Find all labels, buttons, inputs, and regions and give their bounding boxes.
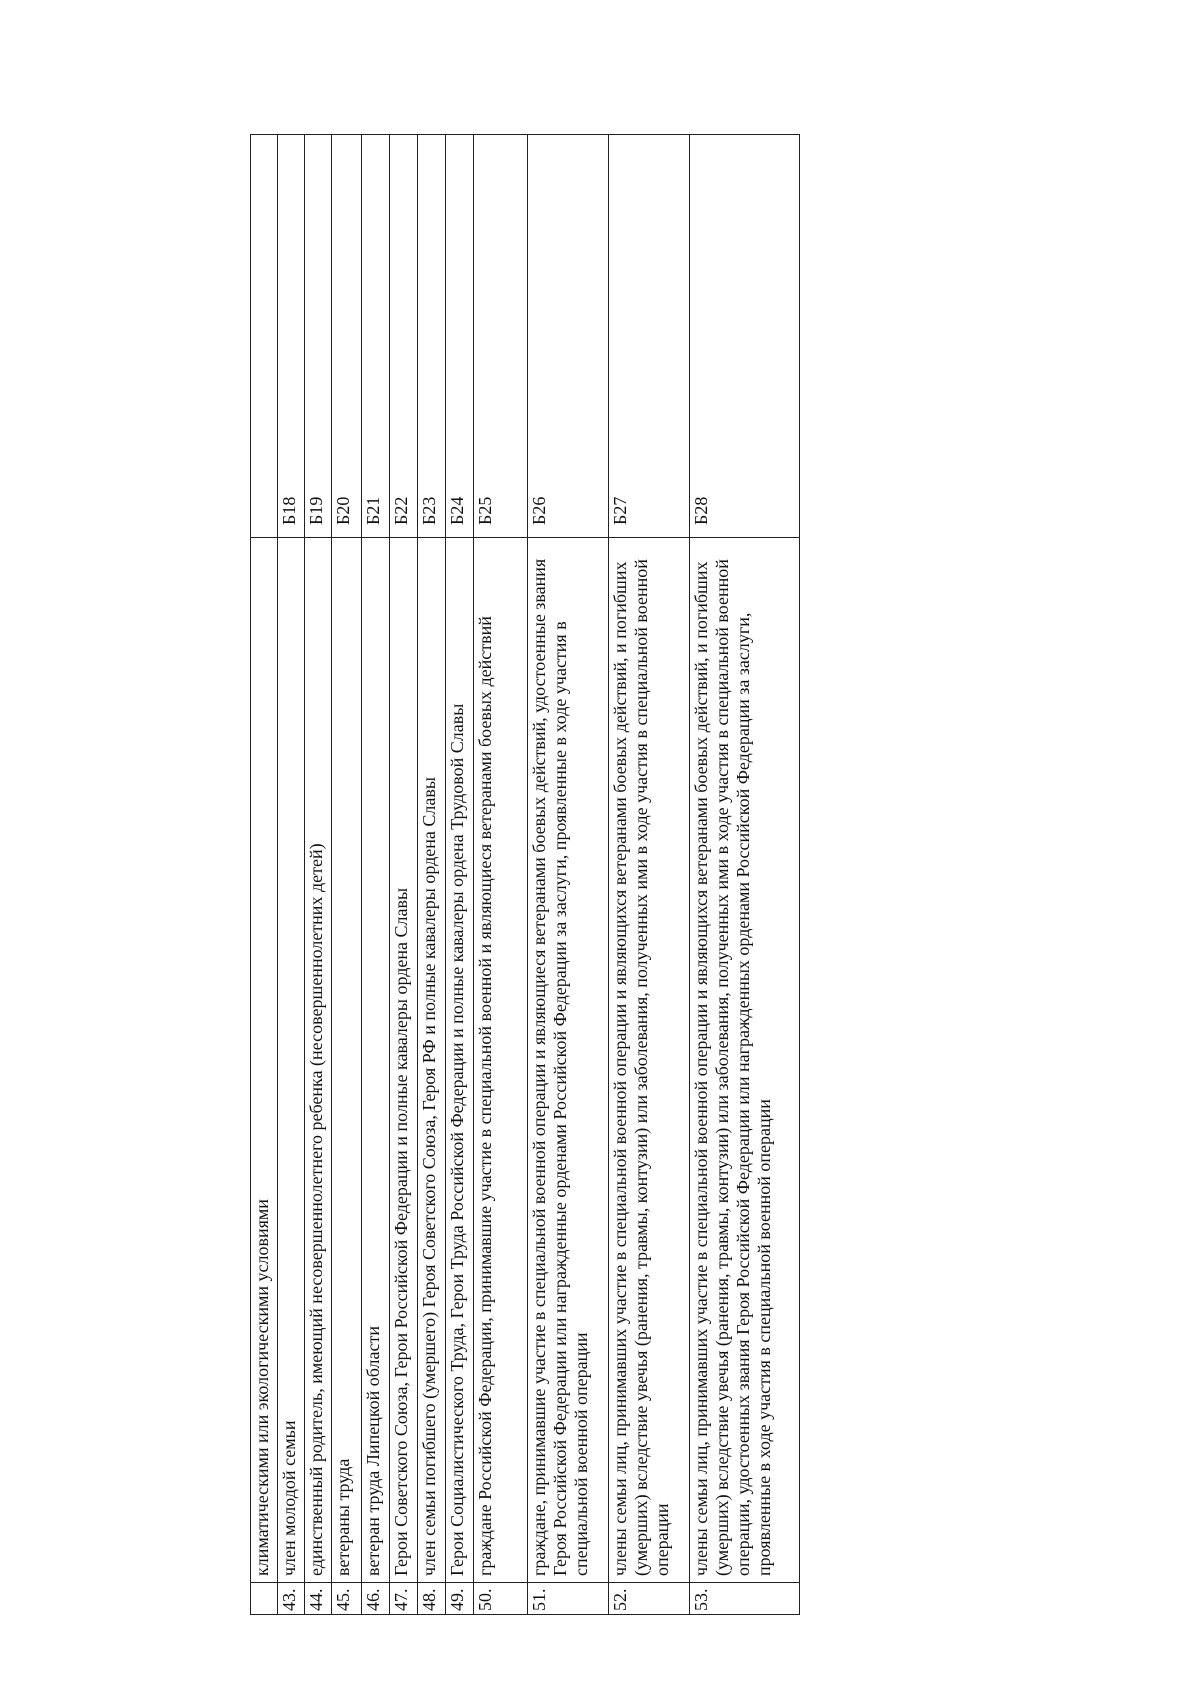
category-code: Б26 bbox=[528, 135, 609, 538]
table-row bbox=[362, 135, 390, 1615]
benefit-category-table bbox=[250, 134, 800, 1615]
table-row bbox=[474, 135, 528, 1615]
table-row bbox=[689, 135, 799, 1615]
category-description: Герои Советского Союза, Герои Российской Федерации и полные кавалеры ордена Славы bbox=[390, 538, 418, 1583]
category-code: Б22 bbox=[390, 135, 418, 538]
row-number: 44. bbox=[304, 1583, 331, 1615]
row-number: 49. bbox=[446, 1583, 474, 1615]
row-number: 53. bbox=[689, 1583, 799, 1615]
row-number: 48. bbox=[418, 1583, 446, 1615]
category-code: Б21 bbox=[362, 135, 390, 538]
row-number: 47. bbox=[390, 1583, 418, 1615]
row-number: 43. bbox=[277, 1583, 304, 1615]
category-description: Герои Социалистического Труда, Герои Труда Российской Федерации и полные кавалеры ордена Трудовой Славы bbox=[446, 538, 474, 1583]
category-code bbox=[251, 135, 278, 538]
table-row bbox=[446, 135, 474, 1615]
category-code: Б19 bbox=[304, 135, 331, 538]
category-code: Б23 bbox=[418, 135, 446, 538]
category-description: граждане Российской Федерации, принимавшие участие в специальной военной и являющиеся ветеранами боевых действий bbox=[474, 538, 528, 1583]
category-description: члены семьи лиц, принимавших участие в специальной военной операции и являющихся ветеранами боевых действий, и погибших (умерших) вследствие увечья (ранения, травмы, контузии) или заболевания, полученных ими в ходе участия в специальной военной операции bbox=[609, 538, 690, 1583]
row-number: 52. bbox=[609, 1583, 690, 1615]
category-description: член молодой семьи bbox=[277, 538, 304, 1583]
category-description: граждане, принимавшие участие в специальной военной операции и являющиеся ветеранами боевых действий, удостоенные звания Героя Российской Федерации или награжденные орденами Российской Федерации за заслуги, проявленные в ходе участия в специальной военной операции bbox=[528, 538, 609, 1583]
row-number: 50. bbox=[474, 1583, 528, 1615]
category-code: Б27 bbox=[609, 135, 690, 538]
table-row bbox=[418, 135, 446, 1615]
row-number: 45. bbox=[331, 1583, 361, 1615]
category-description: члены семьи лиц, принимавших участие в специальной военной операции и являющихся ветеранами боевых действий, и погибших (умерших) вследствие увечья (ранения, травмы, контузии) или заболевания, полученных ими в ходе участия в специальной военной операции, удостоенных звания Героя Российской Федерации или награжденных орденами Российской Федерации за заслуги, проявленные в ходе участия в специальной военной операции bbox=[689, 538, 799, 1583]
rotated-table-container bbox=[250, 135, 800, 1615]
category-description: единственный родитель, имеющий несовершеннолетнего ребенка (несовершеннолетних детей) bbox=[304, 538, 331, 1583]
table-row bbox=[609, 135, 690, 1615]
category-code: Б18 bbox=[277, 135, 304, 538]
category-description: ветераны труда bbox=[331, 538, 361, 1583]
category-description: член семьи погибшего (умершего) Героя Советского Союза, Героя РФ и полные кавалеры ордена Славы bbox=[418, 538, 446, 1583]
category-code: Б20 bbox=[331, 135, 361, 538]
category-code: Б25 bbox=[474, 135, 528, 538]
category-code: Б24 bbox=[446, 135, 474, 538]
table-row bbox=[251, 135, 278, 1615]
category-description: ветеран труда Липецкой области bbox=[362, 538, 390, 1583]
table-row bbox=[277, 135, 304, 1615]
row-number bbox=[251, 1583, 278, 1615]
category-code: Б28 bbox=[689, 135, 799, 538]
category-description: климатическими или экологическими условиями bbox=[251, 538, 278, 1583]
table-row bbox=[390, 135, 418, 1615]
row-number: 46. bbox=[362, 1583, 390, 1615]
table-row bbox=[528, 135, 609, 1615]
table-row bbox=[304, 135, 331, 1615]
row-number: 51. bbox=[528, 1583, 609, 1615]
table-row bbox=[331, 135, 361, 1615]
